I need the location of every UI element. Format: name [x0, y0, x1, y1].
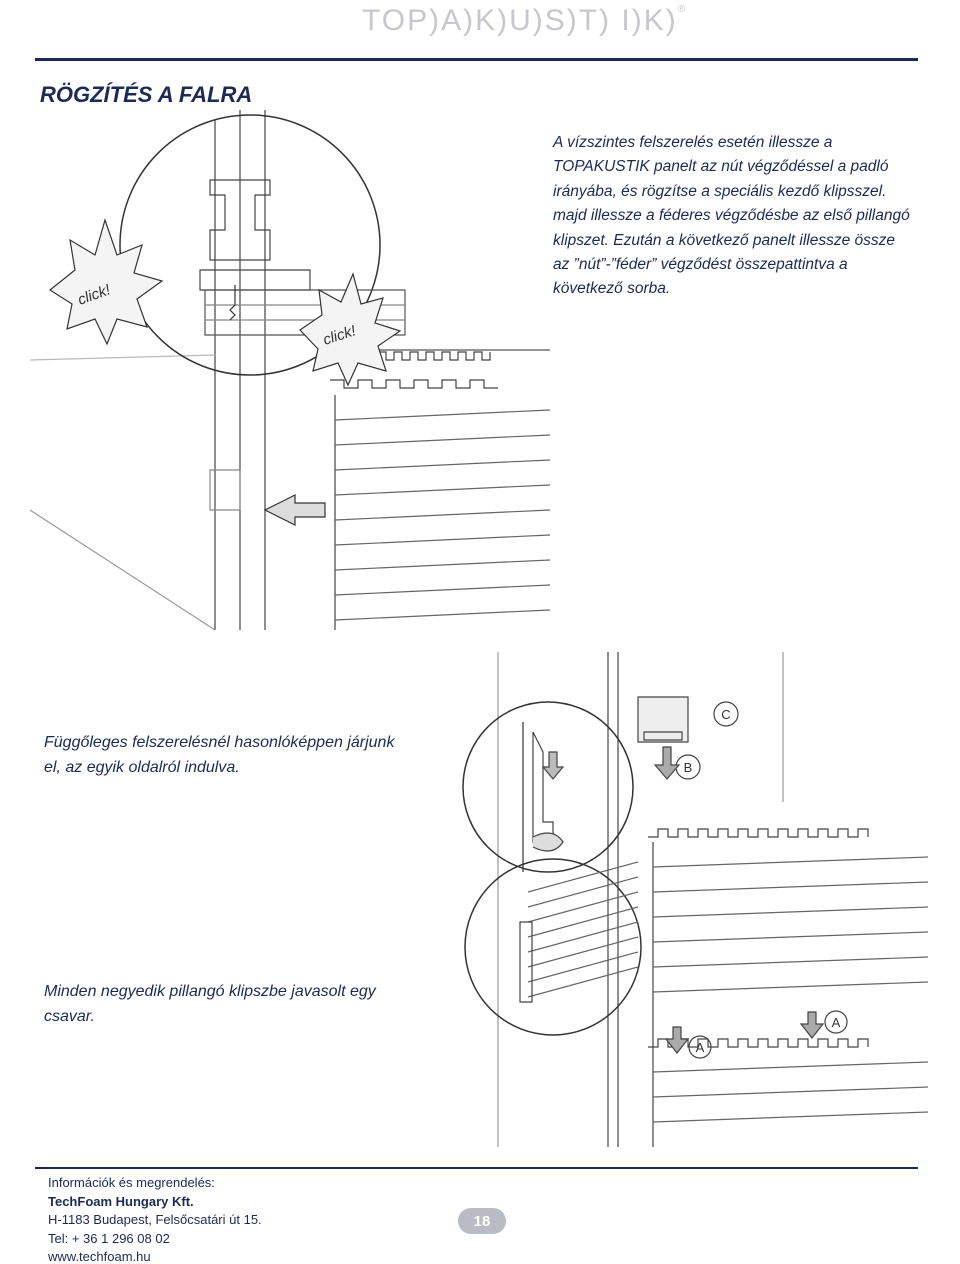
label-b: B — [683, 760, 693, 775]
vertical-mounting-illustration — [458, 652, 933, 1147]
click-label-2: click! — [320, 322, 358, 349]
footer-address: H-1183 Budapest, Felsőcsatári út 15. — [48, 1212, 262, 1227]
page-number-badge: 18 — [458, 1208, 506, 1234]
horizontal-mounting-illustration — [30, 110, 550, 655]
header-rule — [35, 58, 918, 61]
section-title: RÖGZÍTÉS A FALRA — [40, 82, 253, 107]
vertical-instructions: Függőleges felszerelésnél hasonlóképpen járjunk el, az egyik oldalról indulva. — [44, 734, 395, 776]
footer-rule — [35, 1167, 918, 1169]
logo-text: TOP)A)K)U)S)T) I)K) — [362, 4, 678, 37]
footer-info-label: Információk és megrendelés: — [48, 1175, 215, 1190]
horizontal-instructions: A vízszintes felszerelés esetén illessze a TOPAKUSTIK panelt az nút végződéssel a padló irányába, és rögzítse a speciális kezdő klipsszel. majd illessze a féderes végződésbe az első pillangó klipszet. Ezután a következő panelt illessze össze az ”nút”-”féder” végződést összepattintva a következő sorba. — [553, 134, 910, 298]
registered-mark: ® — [677, 4, 688, 15]
click-label-1: click! — [75, 281, 113, 309]
footer-contact — [48, 1174, 262, 1264]
horizontal-mounting-drawing — [30, 110, 550, 655]
screw-recommendation: Minden negyedik pillangó klipszbe javasolt egy csavar. — [44, 983, 376, 1025]
vertical-mounting-drawing — [458, 652, 933, 1147]
label-a-2: A — [831, 1015, 841, 1030]
footer-phone: Tel: + 36 1 296 08 02 — [48, 1230, 170, 1246]
label-a-1: A — [695, 1040, 705, 1055]
footer-website[interactable]: www.techfoam.hu — [48, 1249, 151, 1264]
label-c: C — [721, 707, 731, 722]
footer-company: TechFoam Hungary Kft. — [48, 1193, 194, 1209]
topakustik-logo — [362, 4, 688, 40]
